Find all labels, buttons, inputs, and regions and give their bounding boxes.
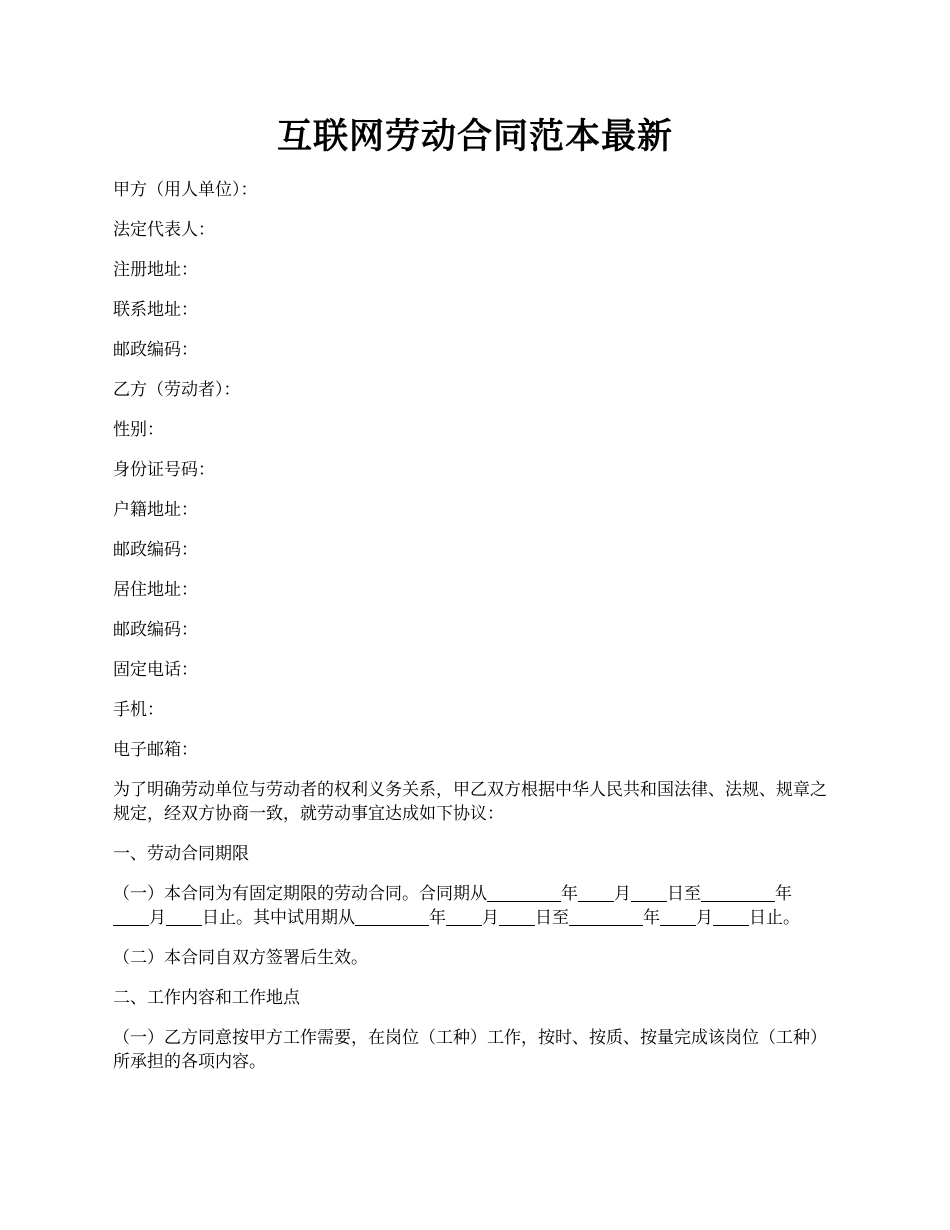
clause-text: 日至 [667, 884, 701, 904]
section-2-clause-1: （一）乙方同意按甲方工作需要，在岗位（工种）工作，按时、按质、按量完成该岗位（工种）所承担的各项内容。 [113, 1028, 827, 1072]
field-registered-address: 注册地址： [113, 260, 198, 280]
field-contact-address: 联系地址： [113, 300, 198, 320]
field-landline: 固定电话： [113, 660, 198, 680]
blank-line [660, 908, 696, 926]
document-title: 互联网劳动合同范本最新 [276, 116, 673, 157]
clause-text: 年 [561, 884, 578, 904]
blank-line [487, 884, 561, 902]
clause-text: 月 [149, 908, 166, 928]
clause-text: 月 [482, 908, 499, 928]
document-body [113, 178, 843, 1090]
blank-line [355, 908, 429, 926]
field-gender: 性别： [113, 420, 164, 440]
field-postal-code-household: 邮政编码： [113, 540, 198, 560]
blank-line [713, 908, 749, 926]
blank-line [631, 884, 667, 902]
clause-text: 年 [643, 908, 660, 928]
blank-line [166, 908, 202, 926]
blank-line [569, 908, 643, 926]
section-1-clause-2: （二）本合同自双方签署后生效。 [113, 948, 368, 968]
clause-text: 日止。 [749, 908, 800, 928]
clause-text: 月 [614, 884, 631, 904]
clause-text: （一）本合同为有固定期限的劳动合同。合同期从 [113, 884, 487, 904]
field-id-number: 身份证号码： [113, 460, 215, 480]
section-2-heading: 二、工作内容和工作地点 [113, 988, 300, 1008]
clause-text: 日至 [535, 908, 569, 928]
field-postal-code-residence: 邮政编码： [113, 620, 198, 640]
blank-line [499, 908, 535, 926]
section-1-clause-1 [113, 882, 843, 930]
field-legal-representative: 法定代表人： [113, 220, 215, 240]
clause-text: 年 [429, 908, 446, 928]
field-employee: 乙方（劳动者）： [113, 380, 241, 400]
blank-line [701, 884, 775, 902]
field-email: 电子邮箱： [113, 740, 198, 760]
blank-line [446, 908, 482, 926]
blank-line [578, 884, 614, 902]
field-residence-address: 居住地址： [113, 580, 198, 600]
clause-text: 年 [775, 884, 792, 904]
field-mobile: 手机： [113, 700, 164, 720]
clause-text: 日止。其中试用期从 [202, 908, 355, 928]
clause-text: 月 [696, 908, 713, 928]
field-household-address: 户籍地址： [113, 500, 198, 520]
field-postal-code-employer: 邮政编码： [113, 340, 198, 360]
blank-line [113, 908, 149, 926]
field-employer: 甲方（用人单位）： [113, 180, 258, 200]
section-1-heading: 一、劳动合同期限 [113, 844, 249, 864]
preamble-paragraph: 为了明确劳动单位与劳动者的权利义务关系，甲乙双方根据中华人民共和国法律、法规、规章之规定，经双方协商一致，就劳动事宜达成如下协议： [113, 780, 827, 824]
